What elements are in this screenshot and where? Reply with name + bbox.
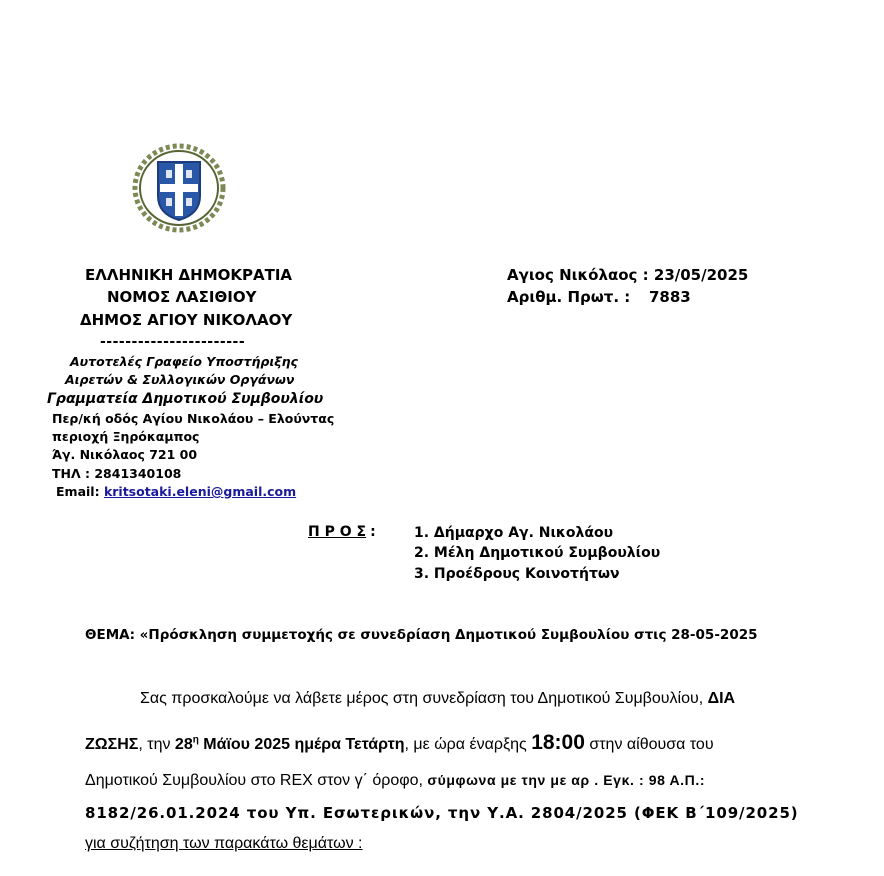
body-line-5: για συζήτηση των παρακάτω θεμάτων : — [85, 835, 363, 852]
office-line-2: Αιρετών & Συλλογικών Οργάνων — [65, 372, 295, 387]
phone: ΤΗΛ : 2841340108 — [52, 466, 182, 481]
header-prefecture: ΝΟΜΟΣ ΛΑΣΙΘΙΟΥ — [107, 288, 257, 306]
body-line-4: 8182/26.01.2024 του Υπ. Εσωτερικών, την Υ.Α. 2804/2025 (ΦΕΚ Β΄109/2025) — [85, 804, 799, 822]
address-line-1: Περ/κή οδός Αγίου Νικολάου – Ελούντας — [52, 411, 335, 426]
protocol-number: 7883 — [649, 288, 691, 306]
address-line-2: περιοχή Ξηρόκαμπος — [52, 429, 200, 444]
subject: ΘΕΜΑ: «Πρόσκληση συμμετοχής σε συνεδρίαση Δημοτικού Συμβουλίου στις 28-05-2025 — [85, 627, 758, 643]
place-date: Αγιος Νικόλαος : 23/05/2025 — [507, 266, 749, 284]
body-l3-bold: σύμφωνα με την με αρ . Εγκ. : 98 Α.Π.: — [427, 772, 706, 788]
body-l3-text: Δημοτικού Συμβουλίου στο REX στον γ΄ όροφο, — [85, 772, 423, 789]
email-label: Email: — [56, 484, 100, 499]
body-l1-text: Σας προσκαλούμε να λάβετε μέρος στη συνεδρίαση του Δημοτικού Συμβουλίου, — [140, 690, 704, 707]
coat-of-arms-emblem — [128, 140, 230, 236]
body-l2-start: , με ώρα έναρξης — [404, 736, 527, 753]
protocol-label: Αριθμ. Πρωτ. : — [507, 288, 631, 306]
email-link[interactable]: kritsotaki.eleni@gmail.com — [103, 484, 297, 499]
secretariat: Γραμματεία Δημοτικού Συμβουλίου — [47, 391, 324, 407]
body-line-1 — [140, 690, 735, 708]
header-country: ΕΛΛΗΝΙΚΗ ΔΗΜΟΚΡΑΤΙΑ — [85, 266, 293, 284]
email-row — [56, 484, 296, 499]
header-divider: ----------------------- — [100, 334, 246, 350]
body-l1-bold: ΔΙΑ — [707, 690, 736, 707]
address-line-3: Άγ. Νικόλαος 721 00 — [52, 447, 198, 462]
recipients-colon: : — [370, 524, 376, 540]
body-line-3 — [85, 772, 705, 790]
recipient-2: 2. Μέλη Δημοτικού Συμβουλίου — [414, 545, 661, 561]
body-l2-zosis: ΖΩΣΗΣ — [85, 736, 139, 753]
body-line-2 — [85, 731, 714, 755]
header-municipality: ΔΗΜΟΣ ΑΓΙΟΥ ΝΙΚΟΛΑΟΥ — [80, 311, 293, 329]
body-l2-tin: , την — [138, 736, 171, 753]
body-l2-date: Μάϊου 2025 ημέρα Τετάρτη — [203, 736, 405, 753]
recipients-label-text: Π Ρ Ο Σ — [308, 524, 367, 540]
recipient-1: 1. Δήμαρχο Αγ. Νικολάου — [414, 525, 614, 541]
recipient-3: 3. Προέδρους Κοινοτήτων — [414, 566, 620, 582]
body-l2-sup: η — [192, 734, 199, 746]
office-line-1: Αυτοτελές Γραφείο Υποστήριξης — [70, 354, 298, 369]
body-l2-room: στην αίθουσα του — [589, 736, 714, 753]
recipients-label — [308, 524, 376, 540]
body-l2-time: 18:00 — [531, 731, 585, 754]
body-l2-day: 28 — [174, 736, 193, 753]
